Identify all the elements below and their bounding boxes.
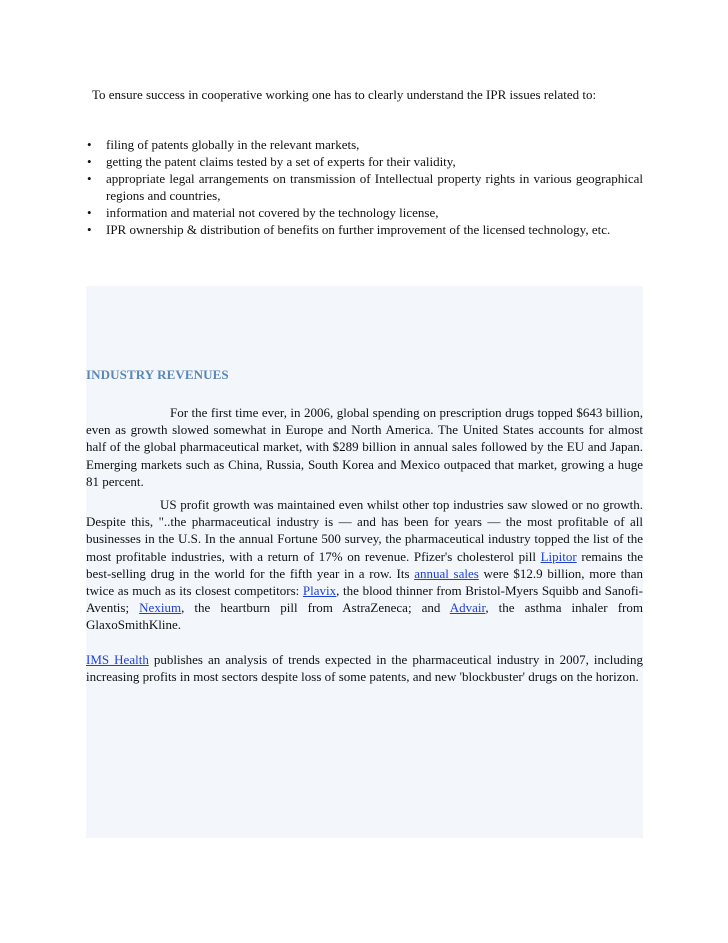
list-item-text: filing of patents globally in the relevant markets,	[106, 137, 360, 152]
list-item-text: appropriate legal arrangements on transmission of Intellectual property rights in various geographical regions and countries,	[106, 171, 643, 203]
paragraph-text: For the first time ever, in 2006, global spending on prescription drugs topped $643 billion, even as growth slowed somewhat in Europe and North America. The United States accounts for almost half of the global pharmaceutical market, with $289 billion in annual sales followed by the EU and Japan. Emerging markets such as China, Russia, South Korea and Mexico outpaced that market, growing a huge 81 percent.	[86, 405, 643, 489]
paragraph-text: publishes an analysis of trends expected in the pharmaceutical industry in 2007, including increasing profits in most sectors despite loss of some patents, and new 'blockbuster' drugs on the horizon.	[86, 652, 643, 685]
plavix-link[interactable]: Plavix	[302, 583, 337, 599]
paragraph-text: , the blood thinner from Bristol-Myers Squibb and Sanofi-Aventis;	[86, 583, 643, 616]
list-item	[86, 221, 643, 238]
list-item	[86, 153, 643, 170]
advair-link[interactable]: Advair	[449, 600, 486, 616]
revenues-paragraph-3	[86, 651, 643, 685]
bullet-icon: •	[87, 154, 92, 169]
revenues-paragraph-1	[86, 404, 643, 490]
list-item-text: information and material not covered by the technology license,	[106, 205, 439, 220]
paragraph-text: remains the best-selling drug in the world for the fifth year in a row. Its	[86, 548, 643, 581]
paragraph-text: , the asthma inhaler from GlaxoSmithKline.	[86, 600, 643, 633]
ims-health-link[interactable]: IMS Health	[86, 652, 149, 667]
revenues-paragraph-2	[86, 496, 643, 634]
paragraph-text: were $12.9 billion, more than twice as much as its closest competitors:	[86, 565, 643, 599]
list-item	[86, 204, 643, 221]
lipitor-link[interactable]: Lipitor	[540, 548, 577, 564]
ipr-issues-list	[86, 136, 643, 238]
bullet-icon: •	[87, 171, 92, 186]
annual-sales-link[interactable]: annual sales	[414, 565, 479, 581]
list-item	[86, 170, 643, 204]
intro-paragraph	[86, 86, 643, 103]
bullet-icon: •	[87, 222, 92, 237]
list-item-text: IPR ownership & distribution of benefits on further improvement of the licensed technology, etc.	[106, 222, 611, 237]
paragraph-text: , the heartburn pill from AstraZeneca; and	[181, 600, 450, 616]
list-item-text: getting the patent claims tested by a set of experts for their validity,	[106, 154, 456, 169]
paragraph-text: US profit growth was maintained even whilst other top industries saw slowed or no growth. Despite this, "..the pharmaceutical industry is — and has been for years — the most profitable of all businesses in the U.S. In the annual Fortune 500 survey, the pharmaceutical industry topped the list of the most profitable industries, with a return of 17% on revenue. Pfizer's cholesterol pill	[86, 497, 643, 564]
section-heading: INDUSTRY REVENUES	[86, 367, 229, 382]
list-item	[86, 136, 643, 153]
bullet-icon: •	[87, 205, 92, 220]
nexium-link[interactable]: Nexium	[139, 600, 182, 616]
bullet-icon: •	[87, 137, 92, 152]
intro-text: To ensure success in cooperative working one has to clearly understand the IPR issues related to:	[92, 87, 597, 102]
